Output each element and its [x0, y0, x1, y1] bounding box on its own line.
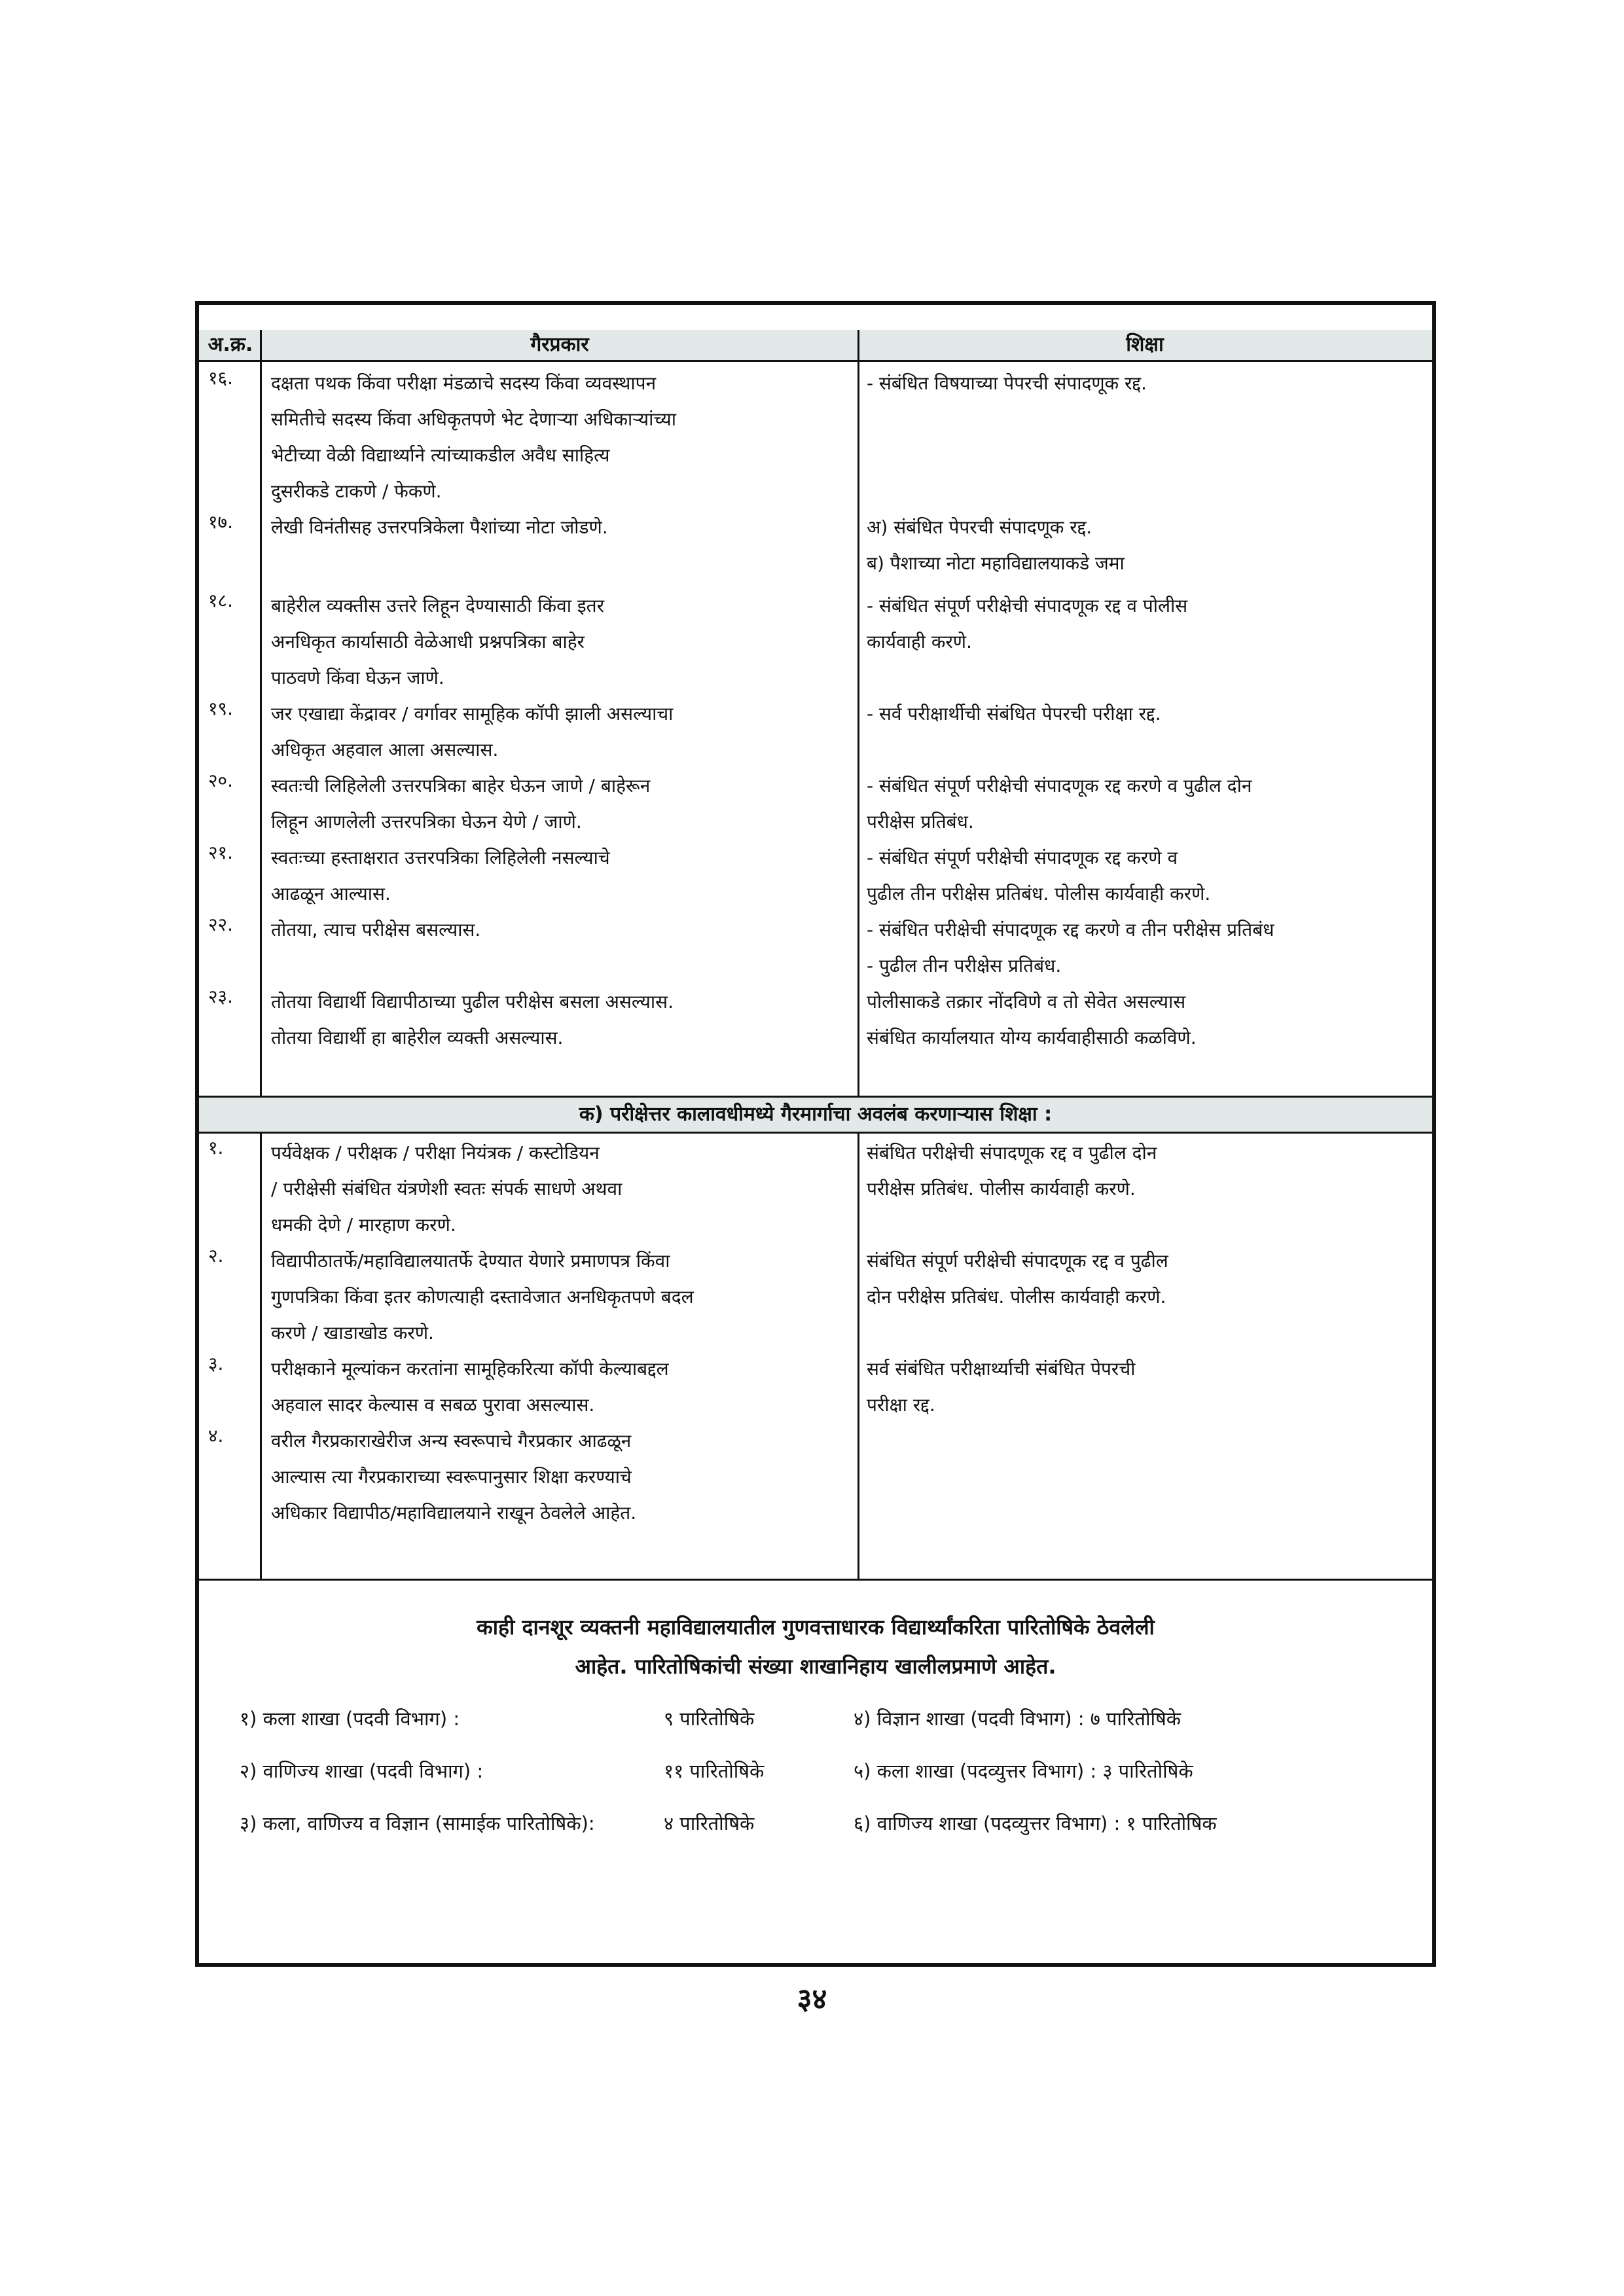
text-line: पोलीसाकडे तक्रार नोंदविणे व तो सेवेत असल्यास [867, 991, 1186, 1013]
col-rule [857, 1132, 859, 1579]
text-line: - सर्व परीक्षार्थीची संबंधित पेपरची परीक्षा रद्द. [867, 703, 1161, 725]
text-line: करणे / खाडाखोड करणे. [271, 1322, 434, 1344]
text-line: तोतया विद्यार्थी हा बाहेरील व्यक्ती असल्यास. [271, 1027, 564, 1049]
penalty-cell [867, 984, 1430, 1056]
prize-count: ९ पारितोषिके [664, 1708, 755, 1730]
prize-entry: ६) वाणिज्य शाखा (पदव्युत्तर विभाग) : १ पारितोषिक [854, 1812, 1217, 1835]
text-line: भेटीच्या वेळी विद्यार्थ्याने त्यांच्याकडील अवैध साहित्य [271, 444, 610, 466]
header-offence: गैरप्रकार [530, 333, 589, 356]
text-line: दुसरीकडे टाकणे / फेकणे. [271, 480, 442, 502]
text-line: अधिकार विद्यापीठ/महाविद्यालयाने राखून ठेवलेले आहेत. [271, 1502, 637, 1524]
prize-label: १) कला शाखा (पदवी विभाग) : [240, 1708, 460, 1730]
offence-cell [271, 365, 834, 509]
text-line: कार्यवाही करणे. [867, 631, 972, 653]
penalty-cell [867, 588, 1430, 660]
document-frame [195, 301, 1436, 1967]
text-line: - संबंधित विषयाच्या पेपरची संपादणूक रद्द. [867, 372, 1147, 394]
text-line: - संबंधित संपूर्ण परीक्षेची संपादणूक रद्द करणे व पुढील दोन [867, 775, 1252, 797]
table-header [199, 330, 1432, 362]
penalty-cell [867, 509, 1430, 581]
offence-cell [271, 1243, 834, 1351]
text-line: लेखी विनंतीसह उत्तरपत्रिकेला पैशांच्या नोटा जोडणे. [271, 516, 608, 538]
prize-label: ३) कला, वाणिज्य व विज्ञान (सामाईक पारितोषिके): [240, 1812, 595, 1835]
text-line: तोतया विद्यार्थी विद्यापीठाच्या पुढील परीक्षेस बसला असल्यास. [271, 991, 674, 1013]
offence-cell [271, 840, 834, 912]
offence-cell [271, 912, 834, 948]
text-line: संबंधित संपूर्ण परीक्षेची संपादणूक रद्द व पुढील [867, 1250, 1168, 1272]
text-line: सर्व संबंधित परीक्षार्थ्याची संबंधित पेपरची [867, 1358, 1136, 1380]
row-number: १८. [208, 590, 234, 611]
row-number: २१. [208, 842, 234, 863]
text-line: अहवाल सादर केल्यास व सबळ पुरावा असल्यास. [271, 1394, 595, 1416]
text-line: दोन परीक्षेस प्रतिबंध. पोलीस कार्यवाही करणे. [867, 1286, 1166, 1308]
penalty-cell [867, 1135, 1430, 1207]
offence-cell [271, 509, 834, 545]
text-line: आहेत. पारितोषिकांची संख्या शाखानिहाय खालीलप्रमाणे आहेत. [575, 1654, 1056, 1679]
col-rule [260, 330, 262, 1098]
text-line: स्वतःची लिहिलेली उत्तरपत्रिका बाहेर घेऊन जाणे / बाहेरून [271, 775, 651, 797]
penalty-cell [867, 1351, 1430, 1423]
penalty-cell [867, 365, 1430, 401]
row-number: २०. [208, 770, 234, 791]
penalty-cell [867, 696, 1430, 732]
text-line: पाठवणे किंवा घेऊन जाणे. [271, 667, 444, 689]
text-line: संबंधित परीक्षेची संपादणूक रद्द व पुढील दोन [867, 1142, 1157, 1164]
text-line: धमकी देणे / मारहाण करणे. [271, 1214, 456, 1236]
offence-cell [271, 588, 834, 696]
text-line: जर एखाद्या केंद्रावर / वर्गावर सामूहिक कॉपी झाली असल्याचा [271, 703, 674, 725]
prize-count: ४ पारितोषिके [664, 1812, 755, 1835]
text-line: परीक्षेस प्रतिबंध. [867, 811, 974, 833]
row-number: १९. [208, 698, 234, 719]
text-line: पर्यवेक्षक / परीक्षक / परीक्षा नियंत्रक / कस्टोडियन [271, 1142, 600, 1164]
row-number: २. [208, 1245, 224, 1266]
row-number: २२. [208, 914, 234, 935]
top-strip [199, 305, 1432, 332]
text-line: परीक्षेस प्रतिबंध. पोलीस कार्यवाही करणे. [867, 1178, 1136, 1200]
text-line: ब) पैशाच्या नोटा महाविद्यालयाकडे जमा [867, 552, 1125, 574]
text-line: - संबंधित संपूर्ण परीक्षेची संपादणूक रद्द व पोलीस [867, 595, 1188, 617]
row-number: ३. [208, 1353, 224, 1374]
text-line: अनधिकृत कार्यासाठी वेळेआधी प्रश्नपत्रिका बाहेर [271, 631, 585, 653]
row-number: ४. [208, 1425, 224, 1446]
prizes-title [199, 1607, 1432, 1686]
text-line: - संबंधित संपूर्ण परीक्षेची संपादणूक रद्द करणे व [867, 847, 1178, 869]
row-number: १६. [208, 367, 234, 389]
table-bottom-rule [199, 1579, 1432, 1581]
text-line: अ) संबंधित पेपरची संपादणूक रद्द. [867, 516, 1092, 538]
text-line: बाहेरील व्यक्तीस उत्तरे लिहून देण्यासाठी किंवा इतर [271, 595, 605, 617]
text-line: - संबंधित परीक्षेची संपादणूक रद्द करणे व तीन परीक्षेस प्रतिबंध [867, 919, 1274, 941]
section-k-heading: क) परीक्षेत्तर कालावधीमध्ये गैरमार्गाचा अवलंब करणाऱ्यास शिक्षा : [199, 1096, 1432, 1134]
text-line: गुणपत्रिका किंवा इतर कोणत्याही दस्तावेजात अनधिकृतपणे बदल [271, 1286, 694, 1308]
text-line: आल्यास त्या गैरप्रकाराच्या स्वरूपानुसार शिक्षा करण्याचे [271, 1466, 632, 1488]
text-line: विद्यापीठातर्फे/महाविद्यालयातर्फे देण्यात येणारे प्रमाणपत्र किंवा [271, 1250, 670, 1272]
prize-entry: ४) विज्ञान शाखा (पदवी विभाग) : ७ पारितोषिके [854, 1708, 1182, 1730]
penalty-cell [867, 912, 1430, 984]
text-line: - पुढील तीन परीक्षेस प्रतिबंध. [867, 955, 1062, 977]
text-line: पुढील तीन परीक्षेस प्रतिबंध. पोलीस कार्यवाही करणे. [867, 883, 1211, 905]
penalty-cell [867, 840, 1430, 912]
text-line: आढळून आल्यास. [271, 883, 391, 905]
text-line: काही दानशूर व्यक्तनी महाविद्यालयातील गुणवत्ताधारक विद्यार्थ्यांकरिता पारितोषिके ठेवलेली [477, 1615, 1155, 1640]
text-line: स्वतःच्या हस्ताक्षरात उत्तरपत्रिका लिहिलेली नसल्याचे [271, 847, 610, 869]
text-line: अधिकृत अहवाल आला असल्यास. [271, 739, 499, 761]
offence-cell [271, 1423, 834, 1531]
text-line: / परीक्षेसी संबंधित यंत्रणेशी स्वतः संपर्क साधणे अथवा [271, 1178, 623, 1200]
penalty-cell [867, 768, 1430, 840]
col-rule [260, 1132, 262, 1579]
text-line: समितीचे सदस्य किंवा अधिकृतपणे भेट देणाऱ्या अधिकाऱ्यांच्या [271, 408, 676, 430]
text-line: दक्षता पथक किंवा परीक्षा मंडळाचे सदस्य किंवा व्यवस्थापन [271, 372, 657, 394]
text-line: लिहून आणलेली उत्तरपत्रिका घेऊन येणे / जाणे. [271, 811, 582, 833]
offence-cell [271, 1135, 834, 1243]
row-number: १७. [208, 511, 234, 533]
text-line: परीक्षा रद्द. [867, 1394, 935, 1416]
offence-cell [271, 768, 834, 840]
penalty-cell [867, 1243, 1430, 1315]
prize-entry: ५) कला शाखा (पदव्युत्तर विभाग) : ३ पारितोषिके [854, 1760, 1193, 1782]
col-rule [857, 330, 859, 1098]
offence-cell [271, 984, 834, 1056]
header-penalty: शिक्षा [1126, 333, 1164, 356]
row-number: १. [208, 1137, 224, 1158]
prize-label: २) वाणिज्य शाखा (पदवी विभाग) : [240, 1760, 484, 1782]
text-line: तोतया, त्याच परीक्षेस बसल्यास. [271, 919, 481, 941]
text-line: संबंधित कार्यालयात योग्य कार्यवाहीसाठी कळविणे. [867, 1027, 1197, 1049]
row-number: २३. [208, 986, 234, 1007]
page-number: ३४ [797, 1982, 827, 2016]
prize-count: ११ पारितोषिके [664, 1760, 765, 1782]
offence-cell [271, 1351, 834, 1423]
text-line: वरील गैरप्रकाराखेरीज अन्य स्वरूपाचे गैरप्रकार आढळून [271, 1430, 632, 1452]
text-line: परीक्षकाने मूल्यांकन करतांना सामूहिकरित्या कॉपी केल्याबद्दल [271, 1358, 669, 1380]
offence-cell [271, 696, 834, 768]
header-serial: अ.क्र. [208, 333, 253, 356]
